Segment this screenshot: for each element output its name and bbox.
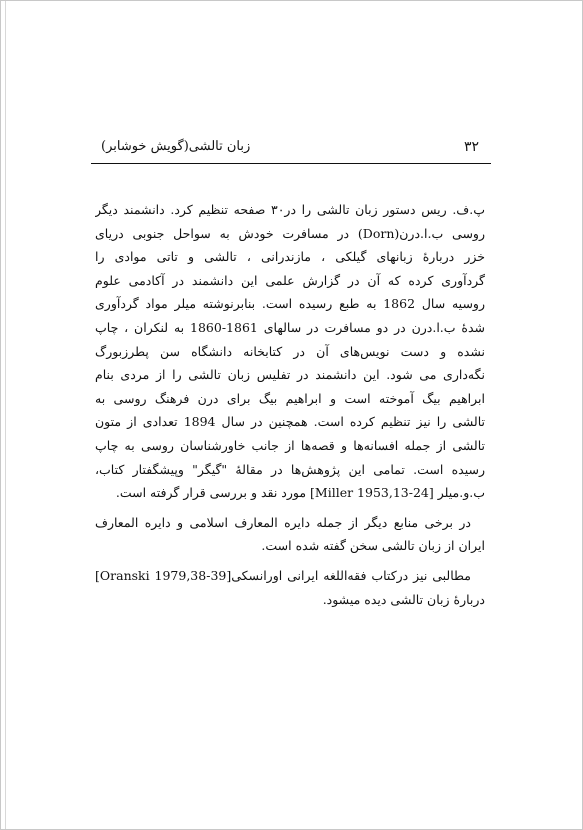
running-title: زبان تالشی(گویش خوشابر): [101, 139, 251, 154]
text-line: شدۀ ب.ا.درن در دو مسافرت در سالهای 1861-1860 به لنکران ، چاپ: [95, 319, 485, 335]
text-line: روسیه سال 1862 به طبع رسیده است. بنابرنوشته میلر مواد گردآوری: [95, 296, 485, 312]
text-line: دربارۀ زبان تالشی دیده میشود.: [322, 591, 485, 607]
text-line: روسی ب.ا.درن(Dorn) در مسافرت خودش به سواحل جنوبی دریای: [95, 225, 485, 241]
text-line: ابراهیم بیگ آموخته است و ابراهیم بیگ برای درن فرهنگ روسی به: [95, 390, 485, 406]
text-line: تالشی را نیز تنظیم کرده است. همچنین در سال 1894 تعدادی از متون: [95, 414, 485, 430]
header-rule: [91, 163, 491, 164]
text-line: پ.ف. ریس دستور زبان تالشی را در۳۰ صفحه تنظیم کرد. دانشمند دیگر: [95, 202, 485, 217]
page-edge: [1, 1, 6, 829]
text-line: در برخی منابع دیگر از جمله دایره المعارف اسلامی و دایره المعارف: [95, 514, 471, 530]
text-line: رسیده است. تمامی این پژوهش‌ها در مقالۀ "گیگر" وپیشگفتار کتاب،: [95, 461, 485, 477]
text-line: نشده و دست نویس‌های آن در کتابخانه دانشگاه سن پطرزبورگ: [95, 343, 485, 359]
paragraph-1: [95, 198, 485, 505]
text-line: خزر دربارۀ زبانهای گیلکی ، مازندرانی ، تالشی و تاتی موادی را: [95, 249, 485, 265]
page-number: ۳۲: [463, 139, 479, 155]
page-header: [91, 137, 491, 159]
text-line: ب.و.میلر [Miller 1953,13-24] مورد نقد و بررسی قرار گرفته است.: [115, 485, 485, 501]
text-line: مطالبی نیز درکتاب فقه‌اللغه ایرانی اورانسکی[Oranski 1979,38-39]: [95, 567, 471, 583]
paragraph-2: [95, 511, 485, 558]
text-line: نگه‌داری می شود. این دانشمند در تفلیس زبان تالشی را از مردی بنام: [95, 367, 485, 383]
text-line: تالشی از جمله افسانه‌ها و قصه‌ها از جانب خاورشناسان روسی به چاپ: [95, 437, 485, 453]
paragraph-3: [95, 564, 485, 611]
body-text: [95, 198, 485, 611]
text-line: ایران از زبان تالشی سخن گفته شده است.: [261, 538, 485, 554]
text-line: گردآوری کرده که آن در گزارش علمی این دانشمند در آکادمی علوم: [95, 272, 485, 288]
